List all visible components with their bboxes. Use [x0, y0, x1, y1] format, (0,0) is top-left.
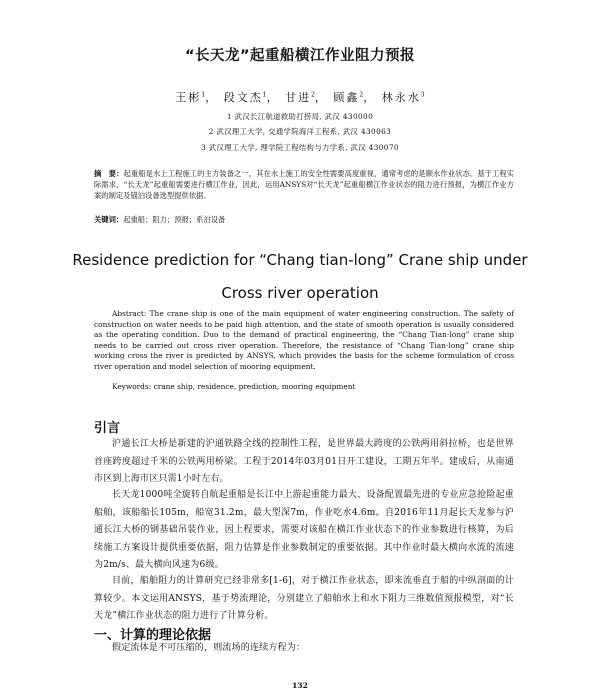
- keywords-en-text: crane ship, residence, prediction, mooring equipment: [153, 382, 356, 391]
- author-list: [0, 89, 600, 105]
- english-title-line-2: Cross river operation: [221, 284, 379, 302]
- author-affiliation-mark: 1: [262, 91, 267, 99]
- chinese-title: “长天龙”起重船横江作业阻力预报: [184, 48, 416, 64]
- author-name: 王彬: [175, 91, 202, 104]
- section-heading-introduction: 引言: [94, 421, 121, 436]
- author-name: 顾鑫: [333, 91, 360, 104]
- author-affiliation-mark: 2: [359, 91, 364, 99]
- english-keywords: [112, 382, 512, 391]
- abstract-en-text: The crane ship is one of the main equipment of water engineering construction. The safety of construction on water needs to be paid high attention, and the state of smooth operation is usually considered as the operating condition. Duo to the demand of practical engineering, the “Chang Tian-long” crane ship needs to be carried out cross river operation. Therefore, the resistance of “Chang Tian-long” crane ship working cross the river is predicted by ANSYS, which provides the basis for the scheme formulation of cross river operation and model selection of mooring equipment.: [94, 309, 514, 371]
- author-separator: ，: [363, 91, 377, 104]
- keywords-en-label: Keywords:: [112, 382, 152, 391]
- intro-paragraph-2: 长天龙1000吨全旋转自航起重船是长江中上游起重能力最大、设备配置最先进的专业应急抢险起重船舶，该船船长105m，船宽31.2m，最大型深7m，作业吃水4.6m。自2016年11月起长天龙参与沪通长江大桥的钢基础吊装作业，因上程要求，需要对该船在横江作业状态下的作业参数进行核算，为后续施工方案设计提供重要依据，阻力估算是作业参数制定的重要依据。其中作业时最大横向水流的流速为2m/s、最大横向风速为6级。: [94, 490, 514, 570]
- keywords-text: 起重船；阻力；预报；系泊设备: [123, 215, 226, 224]
- abstract-label: 摘 要：: [94, 169, 124, 178]
- section-heading-theory: 一、计算的理论依据: [94, 628, 212, 643]
- author-affiliation-mark: 2: [311, 91, 315, 99]
- author-name: 林永水: [381, 91, 421, 104]
- affiliation-3: 3 武汉理工大学, 理学院工程结构与力学系, 武汉 430070: [201, 143, 399, 152]
- abstract-en-label: Abstract:: [112, 309, 147, 318]
- author-name: 段文杰: [223, 91, 263, 104]
- intro-paragraph-1: 沪通长江大桥是新建的沪通铁路全线的控制性工程，是世界最大跨度的公铁两用斜拉桥，也是世界首座跨度超过千米的公铁两用桥梁。工程于2014年03月01日开工建设，工期五年半。建成后，从南通市区到上海市区只需1小时左右。: [94, 439, 514, 484]
- author-affiliation-mark: 3: [420, 91, 425, 99]
- author-separator: ，: [205, 91, 219, 104]
- author-separator: ，: [314, 91, 328, 104]
- english-abstract: [94, 309, 514, 373]
- intro-paragraph-3: 目前，船舶阻力的计算研究已经非常多[1-6]，对于横江作业状态，即来流垂直于船的中纵剖面的计算较少。本文运用ANSYS，基于势流理论，分别建立了船舶水上和水下阻力三维数值预报模型，对“长天龙”横江作业状态的阻力进行了计算分析。: [94, 576, 514, 621]
- author-separator: ，: [266, 91, 280, 104]
- chinese-keywords: [94, 214, 514, 225]
- english-title-line-1: Residence prediction for “Chang tian-long” Crane ship under: [72, 251, 528, 269]
- affiliation-2: 2 武汉理工大学, 交通学院海洋工程系, 武汉 430063: [208, 127, 392, 136]
- theory-paragraph: 假定流体是不可压缩的，则流场的连续方程为：: [112, 643, 306, 653]
- chinese-abstract: [94, 168, 514, 201]
- author-affiliation-mark: 1: [201, 91, 206, 99]
- page-number: 132: [292, 681, 308, 690]
- abstract-text: 起重船是水上工程施工的主力装备之一，其在水上施工的安全性需要高度重视，通常考虑的是顺水作业状态。基于工程实际需求，“长天龙”起重船需要进行横江作业，因此，运用ANSYS对“长天龙”起重船横江作业状态的阻力进行预报，为横江作业方案的制定及锚泊设备选型提供依据。: [94, 169, 515, 200]
- affiliation-1: 1 武汉长江航道救助打捞局, 武汉 430000: [226, 112, 374, 121]
- author-name: 甘进: [285, 91, 312, 104]
- keywords-label: 关键词：: [94, 215, 124, 224]
